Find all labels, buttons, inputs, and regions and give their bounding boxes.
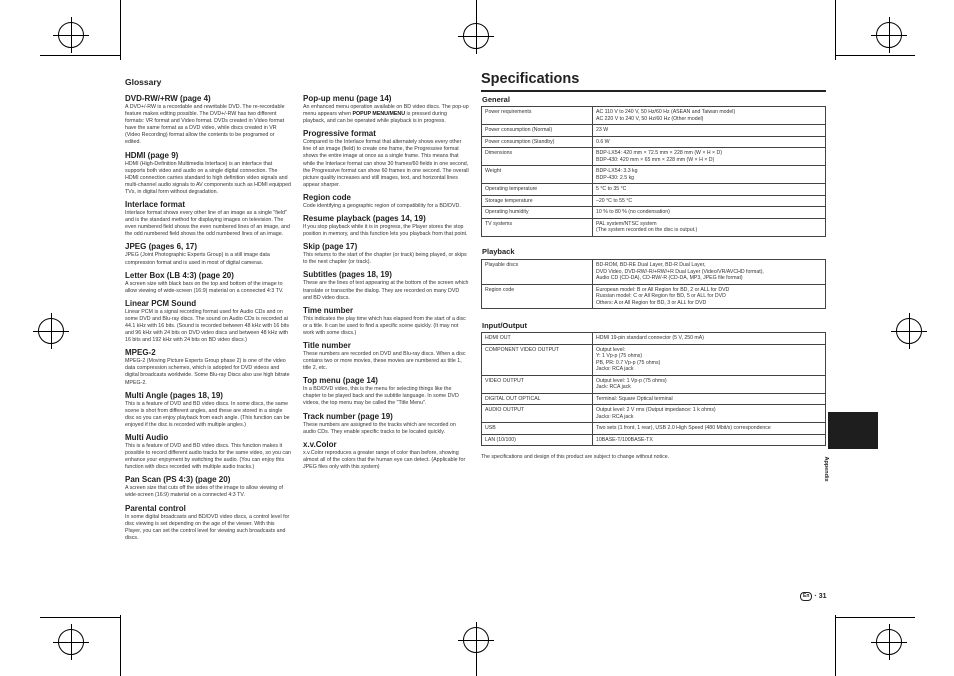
registration-mark <box>58 629 84 655</box>
glossary-term: Subtitles (pages 18, 19) <box>303 270 392 280</box>
spec-value <box>593 284 826 309</box>
spec-label: Operating humidity <box>482 207 593 219</box>
spec-value-line: Y: 1 Vp-p (75 ohms) <box>596 353 643 359</box>
glossary-entry <box>125 94 291 147</box>
appendix-label: Appendix <box>823 456 829 482</box>
spec-row <box>482 393 826 405</box>
glossary-term: Linear PCM Sound <box>125 298 197 308</box>
spec-row <box>482 284 826 309</box>
registration-mark <box>58 22 84 48</box>
glossary-entry <box>303 306 469 337</box>
spec-label: AUDIO OUTPUT <box>482 405 593 423</box>
specifications-title: Specifications <box>481 71 580 87</box>
spec-value <box>593 207 826 219</box>
spec-value <box>593 333 826 345</box>
spec-label: Dimensions <box>482 148 593 166</box>
page-number-value: 31 <box>818 593 827 600</box>
spec-row <box>482 195 826 207</box>
spec-value-line: BDP-430: 2.5 kg <box>596 174 635 181</box>
spec-table-general <box>481 106 826 237</box>
glossary-term: HDMI (page 9) <box>125 150 179 160</box>
glossary-entry <box>125 200 291 238</box>
spec-value-line: BD-ROM, BD-RE Dual Layer, BD-R Dual Layer, <box>596 262 706 268</box>
glossary-definition: In some digital broadcasts and BD/DVD video discs, a control level for disc viewing is set depending on the age of the viewer. With this Player, you can set the control level for viewing such broadcasts and discs. <box>125 513 290 541</box>
glossary-definition: These are the lines of text appearing at the bottom of the screen which translate or transcribe the dialog. They are recorded on many DVD and BD video discs. <box>303 280 469 301</box>
glossary-entry <box>303 412 469 436</box>
spec-label: DIGITAL OUT OPTICAL <box>482 393 593 405</box>
crop-mark <box>835 615 836 676</box>
spec-value-line: AC 110 V to 240 V, 50 Hz/60 Hz (ASEAN and Taiwan model) <box>596 109 736 115</box>
glossary-term: Track number (page 19) <box>303 411 393 421</box>
spec-value-line: Russian model: C or All Region for BD, 5 or ALL for DVD <box>596 293 726 299</box>
spec-row <box>482 184 826 196</box>
glossary-entry <box>125 433 291 471</box>
crop-mark <box>835 617 915 618</box>
spec-value-line: Output level: 1 Vp-p (75 ohms) <box>596 377 667 384</box>
spec-value-line: BDP-LX54: 3.3 kg <box>596 168 638 174</box>
glossary-column-left <box>125 90 291 542</box>
glossary-definition: x.v.Color reproduces a greater range of color than before, showing almost all of the colors that the human eye can detect. (Applicable for JPEG files only with this system) <box>303 449 466 470</box>
glossary-entry <box>303 270 469 301</box>
spec-table-input-output <box>481 332 826 446</box>
spec-row <box>482 136 826 148</box>
spec-value <box>593 423 826 435</box>
glossary-definition: JPEG (Joint Photographic Experts Group) is a still image data compression format and is used in most of digital cameras. <box>125 252 270 266</box>
glossary-entry <box>303 341 469 372</box>
crop-mark <box>835 55 915 56</box>
button-name-text: POPUP MENU/MENU <box>352 111 406 118</box>
glossary-entry <box>125 391 291 429</box>
registration-mark <box>876 629 902 655</box>
glossary-term: Top menu (page 14) <box>303 376 378 386</box>
spec-value <box>593 195 826 207</box>
glossary-term: x.v.Color <box>303 439 337 449</box>
page-number-separator: · <box>814 593 817 600</box>
glossary-entry <box>125 475 291 499</box>
registration-mark <box>876 22 902 48</box>
glossary-definition: Interlace format shows every other line of an image as a single "field" and is the standard method for displaying images on television. The even numbered field shows the even numbered lines of an image, and the odd numbered field shows the odd numbered lines of an image. <box>125 210 290 238</box>
glossary-entry <box>125 348 291 386</box>
glossary-term: Pop-up menu (page 14) <box>303 94 392 103</box>
spec-value-line: Two sets (1 front, 1 rear), USB 2.0 High Speed (480 Mbit/s) correspondence <box>596 425 771 431</box>
glossary-term: JPEG (pages 6, 17) <box>125 242 198 252</box>
glossary-definition: These numbers are assigned to the tracks which are recorded on audio CDs. They enable specific tracks to be located quickly. <box>303 421 456 435</box>
glossary-term: DVD-RW/+RW (page 4) <box>125 94 211 103</box>
spec-label: TV systems <box>482 218 593 236</box>
glossary-definition: This is a feature of DVD and BD video discs. In some discs, the same scene is shot from different angles, and these are stored in a single disc so you can enjoy playback from each angle. (This function can be enjoyed if the disc is recorded with multiple angles.) <box>125 400 290 428</box>
crop-mark <box>40 55 120 56</box>
glossary-term: Multi Angle (pages 18, 19) <box>125 390 223 400</box>
spec-value-line: Audio CD (CD-DA), CD-RW/-R (CD-DA, MP3, JPEG file format) <box>596 275 743 281</box>
language-badge: En <box>800 592 812 601</box>
spec-value-line: AC 220 V to 240 V, 50 Hz/60 Hz (Other model) <box>596 115 704 122</box>
spec-value <box>593 184 826 196</box>
glossary-definition: These numbers are recorded on DVD and Blu-ray discs. When a disc contains two or more movies, these movies are numbered as title 1, title 2, etc. <box>303 350 466 372</box>
glossary-definition: MPEG-2 (Moving Picture Experts Group phase 2) is one of the video data compression schemes, which is adopted for DVD videos and digital broadcasts worldwide. Some Blu-ray Discs also use high bitrate MPEG-2. <box>125 358 290 386</box>
glossary-entry <box>303 376 469 407</box>
spec-table-playback <box>481 259 826 309</box>
spec-label: VIDEO OUTPUT <box>482 375 593 393</box>
spec-label: Playable discs <box>482 260 593 285</box>
spec-value-line: 5 °C to 35 °C <box>596 186 627 192</box>
spec-row <box>482 207 826 219</box>
spec-value-line: 10 % to 80 % (no condensation) <box>596 209 670 215</box>
glossary-term: Skip (page 17) <box>303 242 358 252</box>
glossary-definition: This returns to the start of the chapter (or track) being played, or skips to the next chapter (or track). <box>303 252 467 266</box>
spec-value <box>593 260 826 285</box>
glossary-column-right <box>303 90 469 471</box>
glossary-term: Time number <box>303 305 354 315</box>
spec-value-line: –20 °C to 55 °C <box>596 197 633 204</box>
spec-label: Power consumption (Normal) <box>482 125 593 137</box>
spec-value <box>593 344 826 375</box>
glossary-entry <box>303 129 469 189</box>
spec-value-line: Output level: 2 V rms (Output impedance: 1 k ohms) <box>596 407 716 413</box>
glossary-title: Glossary <box>125 77 162 87</box>
glossary-entry <box>125 299 291 344</box>
spec-value-line: Jacks: RCA jack <box>596 413 634 420</box>
glossary-term: Resume playback (pages 14, 19) <box>303 214 426 224</box>
glossary-entry <box>125 271 291 295</box>
spec-value-line: (The system recorded on the disc is output.) <box>596 227 698 233</box>
glossary-entry <box>303 440 469 471</box>
spec-value <box>593 405 826 423</box>
glossary-entry <box>303 214 469 238</box>
section-title-playback: Playback <box>482 247 515 256</box>
spec-value-line: BDP-LX54: 420 mm × 72.5 mm × 228 mm (W × H × D) <box>596 150 722 156</box>
glossary-entry <box>125 504 291 542</box>
spec-row <box>482 166 826 184</box>
spec-row <box>482 125 826 137</box>
section-tab <box>828 412 878 449</box>
glossary-term: MPEG-2 <box>125 348 156 358</box>
glossary-definition: Compared to the Interlace format that alternately shows every other line of an image (field) to create one frame, the Progressive format shows the entire image at once as a single frame. This means that while the Interlace format can show 30 frames/60 fields in one second, the Progressive format can show 60 frames in one second. The overall picture quality increases and still images, text, and horizontal lines appear sharper. <box>303 139 469 188</box>
glossary-definition: Linear PCM is a signal recording format used for Audio CDs and on some DVD and Blu-ray discs. The sound on Audio CDs is recorded at 44.1 kHz with 16 bits. (Sound is recorded between 48 kHz with 16 bits and 96 kHz with 24 bits on DVD video discs and between 48 kHz with 16 bits and 192 kHz with 24 bits on BD video discs.) <box>125 308 289 344</box>
spec-value-line: European model: B or All Region for BD, 2 or ALL for DVD <box>596 286 730 293</box>
glossary-definition: Code identifying a geographic region of compatibility for a BD/DVD. <box>303 202 461 209</box>
registration-mark <box>896 318 922 344</box>
spec-value <box>593 166 826 184</box>
spec-value <box>593 136 826 148</box>
glossary-entry <box>125 151 291 196</box>
glossary-term: Title number <box>303 340 351 350</box>
spec-value-line: 10BASE-T/100BASE-TX <box>596 436 653 443</box>
glossary-definition <box>303 104 469 125</box>
section-title-general: General <box>482 95 510 104</box>
spec-value-line: HDMI 19-pin standard connector (5 V, 250 mA) <box>596 335 704 341</box>
spec-value-line: DVD Video, DVD-RW/-R/+RW/+R Dual Layer (Video/VR/AVCHD format), <box>596 268 764 275</box>
spec-row <box>482 218 826 236</box>
glossary-term: Region code <box>303 192 352 202</box>
spec-row <box>482 344 826 375</box>
spec-label: Weight <box>482 166 593 184</box>
glossary-term: Letter Box (LB 4:3) (page 20) <box>125 270 234 280</box>
spec-row <box>482 423 826 435</box>
glossary-definition: This indicates the play time which has elapsed from the start of a disc or a title. It can be used to find a specific scene quickly. (It may not work with some discs.) <box>303 315 466 336</box>
glossary-term: Progressive format <box>303 129 376 139</box>
spec-label: LAN (10/100) <box>482 434 593 446</box>
spec-value <box>593 375 826 393</box>
crop-mark <box>835 0 836 60</box>
spec-value <box>593 125 826 137</box>
glossary-definition: A screen size that cuts off the sides of the image to allow viewing of wide-screen (16:9) material on a connected 4:3 TV. <box>125 485 284 499</box>
definition-text: An enhanced menu operation available on BD video discs. The pop-up menu appears when <box>303 104 469 118</box>
spec-value <box>593 218 826 236</box>
glossary-term: Multi Audio <box>125 433 169 442</box>
spec-label: Power requirements <box>482 107 593 125</box>
crop-mark <box>40 617 120 618</box>
glossary-entry <box>303 94 469 125</box>
spec-value-line: Jacks: RCA jack <box>596 366 634 372</box>
page-number <box>800 592 827 601</box>
spec-value-line: Others: A or All Region for BD, 3 or ALL for DVD <box>596 299 707 306</box>
spec-label: HDMI OUT <box>482 333 593 345</box>
spec-value-line: PAL system/NTSC system <box>596 220 657 227</box>
spec-row <box>482 375 826 393</box>
spec-value <box>593 107 826 125</box>
spec-row <box>482 333 826 345</box>
spec-value-line: Jack: RCA jack <box>596 384 631 390</box>
spec-value <box>593 148 826 166</box>
glossary-definition: HDMI (High-Definition Multimedia Interface) is an interface that supports both video and audio on a single digital connection. The HDMI connection carries standard to high definition video signals and multi-channel audio signals to AV components such as HDMI equipped TVs, in digital form without degradation. <box>125 160 291 195</box>
glossary-term: Parental control <box>125 503 186 513</box>
registration-mark <box>463 627 489 653</box>
spec-value-line: Terminal: Square Optical terminal <box>596 395 673 402</box>
crop-mark <box>120 615 121 676</box>
glossary-definition: A DVD+/-RW is a recordable and rewritable DVD. The re-recordable feature makes editing possible. The DVD+/-RW has two different formats: VR format and Video format. DVDs created in Video format have the same format as a DVD video, while discs created in VR (Video Recording) format allow the contents to be programed or edited. <box>125 104 285 146</box>
spec-label: Power consumption (Standby) <box>482 136 593 148</box>
section-title-input-output: Input/Output <box>482 321 527 330</box>
glossary-entry <box>125 242 291 266</box>
spec-label: Region code <box>482 284 593 309</box>
spec-label: Operating temperature <box>482 184 593 196</box>
spec-value-line: Output level: <box>596 346 626 353</box>
glossary-entry <box>303 242 469 266</box>
registration-mark <box>38 318 64 344</box>
specifications-footnote: The specifications and design of this product are subject to change without notice. <box>481 454 670 460</box>
spec-label: Storage temperature <box>482 195 593 207</box>
registration-mark <box>463 23 489 49</box>
spec-row <box>482 434 826 446</box>
spec-value-line: 0.6 W <box>596 138 610 145</box>
spec-label: COMPONENT VIDEO OUTPUT <box>482 344 593 375</box>
glossary-entry <box>303 193 469 210</box>
spec-value-line: BDP-430: 420 mm × 65 mm × 228 mm (W × H × D) <box>596 156 715 163</box>
spec-row <box>482 148 826 166</box>
definition-text: is pressed during playback, and can be operated while playback is in progress. <box>303 111 447 125</box>
spec-label: USB <box>482 423 593 435</box>
spec-row <box>482 405 826 423</box>
spec-value <box>593 434 826 446</box>
glossary-term: Pan Scan (PS 4:3) (page 20) <box>125 475 231 485</box>
glossary-definition: In a BD/DVD video, this is the menu for selecting things like the chapter to be played back and the subtitle language. In some DVD videos, the top menu may be called the "Title Menu". <box>303 386 459 407</box>
spec-value-line: 23 W <box>596 127 609 133</box>
spec-row <box>482 260 826 285</box>
glossary-term: Interlace format <box>125 200 186 210</box>
spec-value <box>593 393 826 405</box>
glossary-definition: A screen size with black bars on the top and bottom of the image to allow viewing of wide-screen (16:9) material on a connected 4:3 TV. <box>125 280 284 294</box>
glossary-definition: If you stop playback while it is in progress, the Player stores the stop position in memory, and this function lets you playback from that point. <box>303 224 468 238</box>
spec-row <box>482 107 826 125</box>
glossary-definition: This is a feature of DVD and BD video discs. This function makes it possible to record different audio tracks for the same video, so you can enhance your enjoyment by switching the audio. (You can enjoy this function with discs recorded with multiple audio tracks.) <box>125 443 291 471</box>
spec-value-line: PB, PR: 0.7 Vp-p (75 ohms) <box>596 359 661 366</box>
crop-mark <box>120 0 121 60</box>
title-divider <box>481 90 826 92</box>
